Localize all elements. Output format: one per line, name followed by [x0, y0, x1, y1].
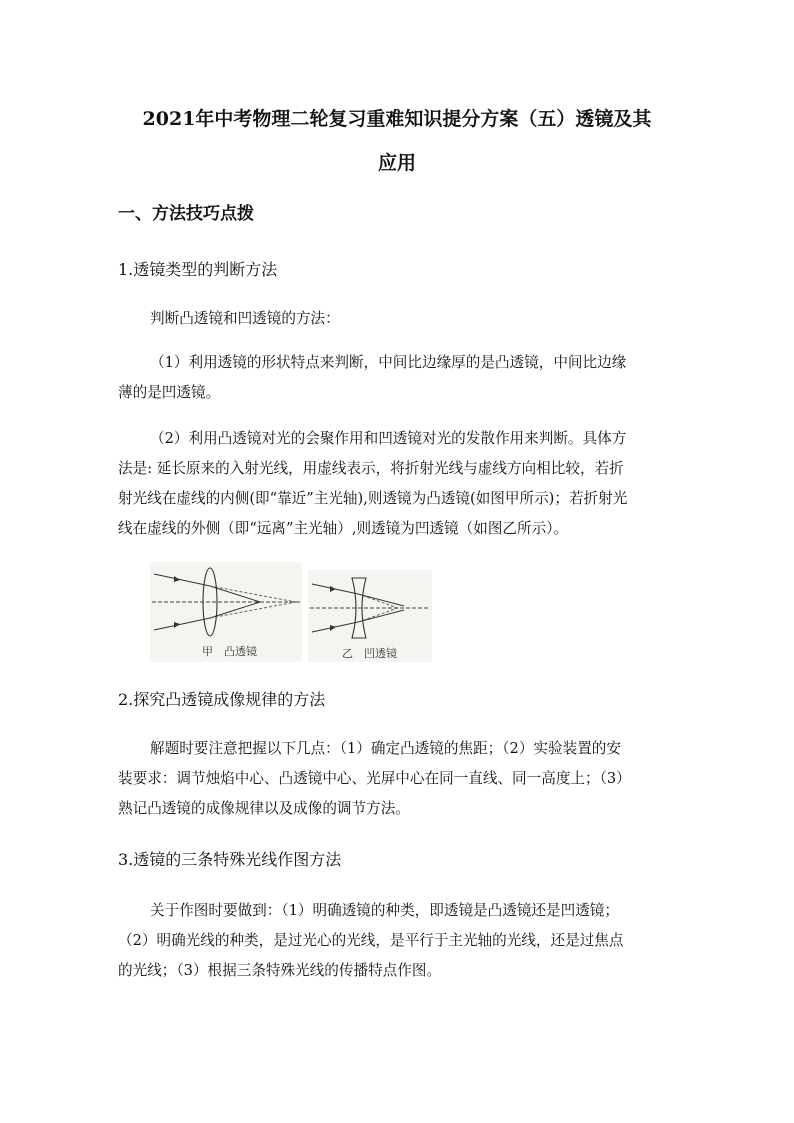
paragraph-line: 射光线在虚线的内侧(即“靠近”主光轴),则透镜为凸透镜(如图甲所示)；若折射光: [118, 490, 628, 507]
figure-caption-convex: 甲 凸透镜: [202, 645, 257, 658]
subheading-imaging-law: 2.探究凸透镜成像规律的方法: [118, 690, 326, 709]
paragraph-line: 薄的是凹透镜。: [118, 384, 221, 401]
title-line-2: 应用: [377, 152, 416, 174]
convex-lens-diagram: [150, 562, 302, 662]
paragraph-intro: [118, 304, 686, 334]
document-title: [112, 97, 682, 185]
figure-convex-lens: [150, 562, 302, 662]
paragraph-line: 解题时要注意把握以下几点：（1）确定凸透镜的焦距；（2）实验装置的安: [150, 740, 621, 757]
paragraph-imaging-method: [118, 734, 686, 824]
paragraph-line: （2）明确光线的种类，是过光心的光线，是平行于主光轴的光线，还是过焦点: [118, 932, 624, 949]
subheading-lens-type: 1.透镜类型的判断方法: [118, 260, 278, 279]
paragraph-line: 线在虚线的外侧（即“远离”主光轴）,则透镜为凹透镜（如图乙所示）。: [118, 520, 569, 537]
subheading-special-rays: 3.透镜的三条特殊光线作图方法: [118, 850, 342, 869]
concave-lens-diagram: [308, 570, 432, 662]
paragraph-line: 判断凸透镜和凹透镜的方法：: [150, 310, 340, 327]
paragraph-line: （2）利用凸透镜对光的会聚作用和凹透镜对光的发散作用来判断。具体方: [150, 430, 627, 447]
section-heading-methods: 一、方法技巧点拨: [118, 204, 254, 224]
paragraph-shape-method: [118, 348, 686, 408]
figure-concave-lens: [308, 570, 432, 662]
figure-caption-concave: 乙 凹透镜: [342, 647, 397, 660]
paragraph-line: 熟记凸透镜的成像规律以及成像的调节方法。: [118, 800, 410, 817]
paragraph-line: 的光线；（3）根据三条特殊光线的传播特点作图。: [118, 962, 442, 979]
paragraph-line: 关于作图时要做到：（1）明确透镜的种类，即透镜是凸透镜还是凹透镜；: [150, 902, 619, 919]
paragraph-line: 装要求：调节烛焰中心、凸透镜中心、光屏中心在同一直线、同一高度上；（3）: [118, 770, 631, 787]
paragraph-line: 法是: 延长原来的入射光线，用虚线表示，将折射光线与虚线方向相比较，若折: [118, 460, 624, 477]
paragraph-light-method: [118, 424, 686, 544]
title-line-1: 2021年中考物理二轮复习重难知识提分方案（五）透镜及其: [142, 108, 652, 130]
paragraph-line: （1）利用透镜的形状特点来判断，中间比边缘厚的是凸透镜，中间比边缘: [150, 354, 627, 371]
paragraph-ray-drawing: [118, 896, 686, 986]
